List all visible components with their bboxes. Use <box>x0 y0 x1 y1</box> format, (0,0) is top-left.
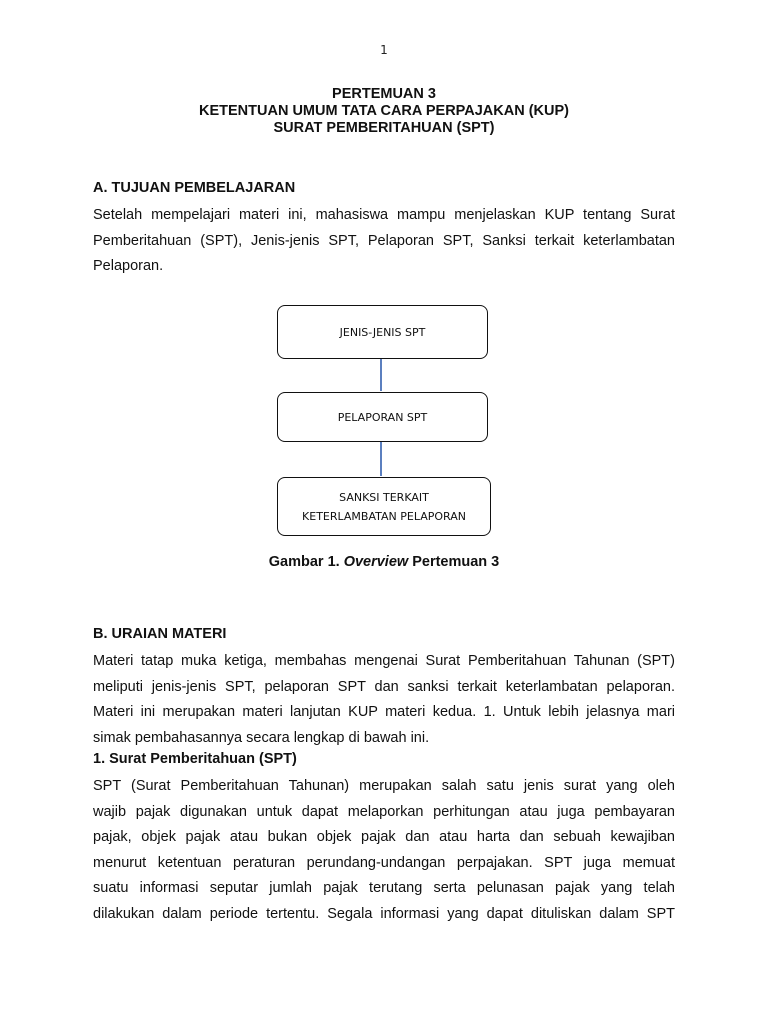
paragraph-line: SPT (Surat Pemberitahuan Tahunan) merupakan salah satu jenis surat yang oleh <box>93 778 675 794</box>
paragraph-line: Materi ini merupakan materi lanjutan KUP materi kedua. 1. Untuk lebih jelasnya mari <box>93 704 675 720</box>
paragraph-line: Setelah mempelajari materi ini, mahasiswa mampu menjelaskan KUP tentang Surat <box>93 207 675 223</box>
section-b-heading: B. URAIAN MATERI <box>93 626 227 642</box>
caption-emphasis: Overview <box>343 554 409 570</box>
paragraph-line: menurut ketentuan peraturan perundang-undangan perpajakan. SPT juga memuat <box>93 854 675 871</box>
diagram-box-sanksi <box>277 477 491 536</box>
document-title <box>0 86 768 137</box>
section-a-heading: A. TUJUAN PEMBELAJARAN <box>93 180 296 196</box>
title-line-3: SURAT PEMBERITAHUAN (SPT) <box>273 120 495 136</box>
diagram-box-label: JENIS-JENIS SPT <box>339 325 426 339</box>
figure-caption <box>0 554 768 570</box>
paragraph-line: meliputi jenis-jenis SPT, pelaporan SPT dan sanksi terkait keterlambatan pelaporan. <box>93 678 675 695</box>
diagram-connector <box>380 442 382 476</box>
diagram-connector <box>380 359 382 391</box>
page-number: 1 <box>380 43 388 57</box>
paragraph-line: dilakukan dalam periode tertentu. Segala informasi yang dapat dituliskan dalam SPT <box>93 905 675 922</box>
paragraph-line: Materi tatap muka ketiga, membahas mengenai Surat Pemberitahuan Tahunan (SPT) <box>93 653 675 669</box>
caption-suffix: Pertemuan 3 <box>408 554 500 570</box>
caption-prefix: Gambar 1. <box>268 554 344 570</box>
title-line-2: KETENTUAN UMUM TATA CARA PERPAJAKAN (KUP) <box>199 103 569 119</box>
diagram-box-pelaporan-spt <box>277 392 488 442</box>
paragraph-line: Pemberitahuan (SPT), Jenis-jenis SPT, Pelaporan SPT, Sanksi terkait keterlambatan <box>93 232 675 249</box>
title-line-1: PERTEMUAN 3 <box>332 86 436 102</box>
subsection-paragraph <box>93 774 675 927</box>
paragraph-line: Pelaporan. <box>93 258 164 274</box>
paragraph-line: simak pembahasannya secara lengkap di bawah ini. <box>93 729 430 746</box>
paragraph-line: wajib pajak digunakan untuk dapat melaporkan perhitungan atau juga pembayaran <box>93 803 675 820</box>
paragraph-line: pajak, objek pajak atau bukan objek pajak dan atau harta dan sebuah kewajiban <box>93 829 675 845</box>
diagram-box-jenis-spt <box>277 305 488 359</box>
paragraph-line: suatu informasi seputar jumlah pajak terutang serta pelunasan pajak yang telah <box>93 880 675 896</box>
subsection-heading: 1. Surat Pemberitahuan (SPT) <box>93 751 297 767</box>
diagram-box-label: PELAPORAN SPT <box>337 410 428 424</box>
diagram-box-label: KETERLAMBATAN PELAPORAN <box>302 509 466 523</box>
section-b-paragraph <box>93 649 675 751</box>
section-a-paragraph <box>93 203 675 280</box>
diagram-box-label: SANKSI TERKAIT <box>339 490 429 504</box>
